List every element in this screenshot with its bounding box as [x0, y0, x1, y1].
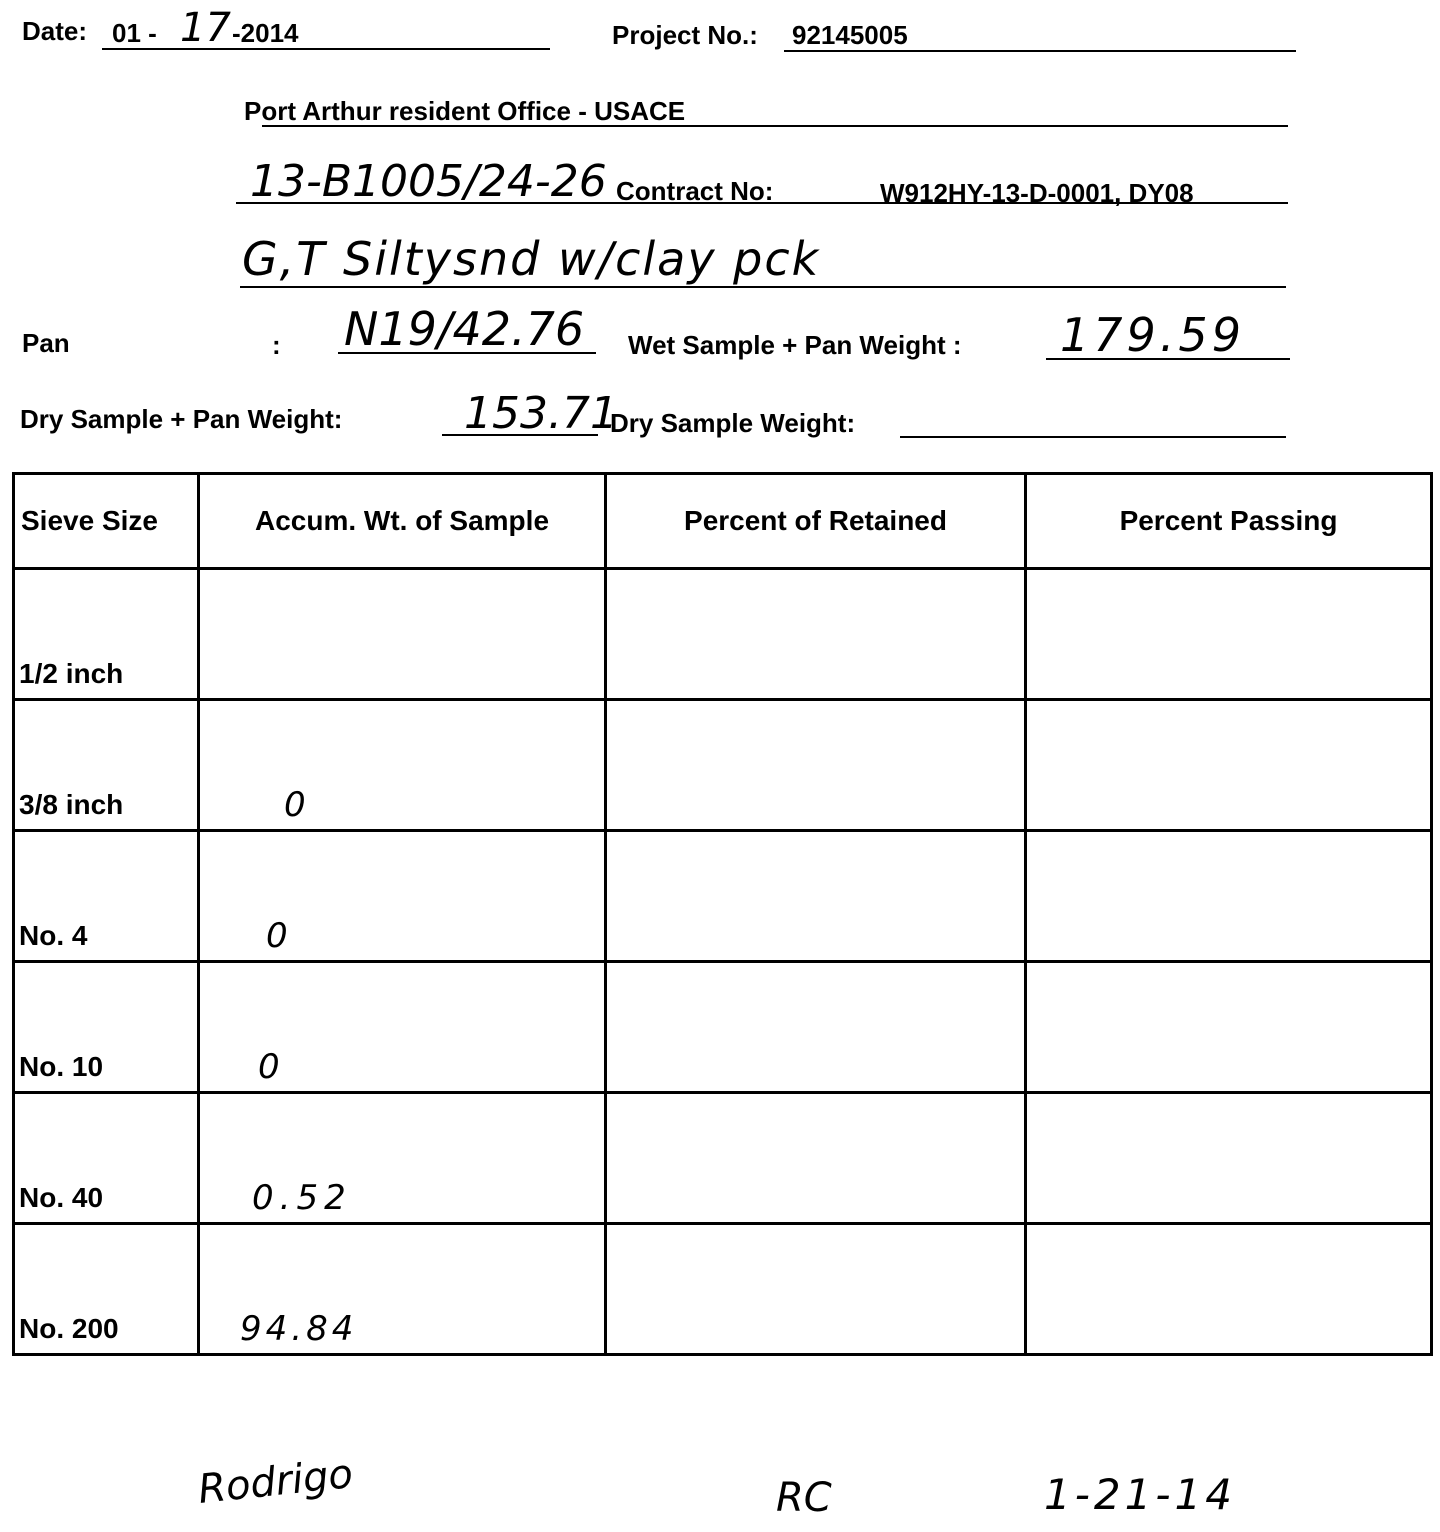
office-underline: [262, 125, 1288, 127]
accum-weight: 0: [266, 916, 288, 956]
accum-weight: 0.52: [252, 1178, 352, 1218]
percent-passing-cell: [1026, 962, 1432, 1093]
table-header-row: [14, 474, 1432, 569]
percent-passing-cell: [1026, 1224, 1432, 1355]
percent-retained-cell: [606, 569, 1026, 700]
technician-signature: Rodrigo: [196, 1451, 356, 1513]
header-percent-passing: Percent Passing: [1026, 474, 1432, 569]
accum-weight: 94.84: [240, 1309, 358, 1349]
table-row: [14, 831, 1432, 962]
date-day: 17: [180, 5, 231, 51]
accum-weight: 0: [258, 1047, 280, 1087]
sieve-size: No. 40: [19, 1182, 104, 1213]
sieve-size: 3/8 inch: [19, 789, 124, 820]
sieve-table: [12, 472, 1433, 1356]
date-label: Date:: [22, 16, 88, 46]
sieve-size-cell: [14, 1093, 199, 1224]
office-name: Port Arthur resident Office - USACE: [244, 96, 686, 126]
table-row: [14, 1224, 1432, 1355]
dry-pan-weight-underline: [442, 434, 598, 436]
accum-weight-cell: [199, 1224, 606, 1355]
sieve-size: No. 200: [19, 1313, 119, 1344]
percent-passing-cell: [1026, 700, 1432, 831]
contract-number: W912HY-13-D-0001, DY08: [880, 178, 1194, 208]
accum-weight-cell: [199, 1093, 606, 1224]
date-suffix: -2014: [232, 18, 299, 48]
header-sieve-size: Sieve Size: [14, 474, 199, 569]
project-underline: [784, 50, 1296, 52]
contract-label: Contract No:: [616, 176, 774, 206]
wet-weight-value: 179.59: [1060, 308, 1245, 362]
dry-pan-weight-label: Dry Sample + Pan Weight:: [20, 404, 343, 434]
percent-retained-cell: [606, 700, 1026, 831]
pan-value: N19/42.76: [344, 302, 585, 356]
sieve-size: No. 4: [19, 920, 88, 951]
soil-description: G,T Siltysnd w/clay pck: [242, 232, 821, 286]
accum-weight-cell: [199, 831, 606, 962]
percent-retained-cell: [606, 1224, 1026, 1355]
sieve-size-cell: [14, 831, 199, 962]
pan-label: Pan: [22, 328, 70, 358]
review-date: 1-21-14: [1044, 1470, 1236, 1519]
wet-weight-label: Wet Sample + Pan Weight :: [628, 330, 962, 360]
table-row: [14, 700, 1432, 831]
table-row: [14, 962, 1432, 1093]
sieve-size-cell: [14, 569, 199, 700]
accum-weight-cell: [199, 962, 606, 1093]
percent-retained-cell: [606, 831, 1026, 962]
dry-weight-label: Dry Sample Weight:: [610, 408, 856, 438]
contract-underline: [236, 202, 1288, 204]
sieve-size: No. 10: [19, 1051, 104, 1082]
pan-colon: :: [272, 330, 281, 360]
accum-weight-cell: [199, 700, 606, 831]
sieve-size-cell: [14, 700, 199, 831]
project-number: 92145005: [792, 20, 908, 50]
percent-passing-cell: [1026, 831, 1432, 962]
date-prefix: 01 -: [112, 18, 157, 48]
description-underline: [240, 286, 1286, 288]
wet-weight-underline: [1046, 358, 1290, 360]
percent-passing-cell: [1026, 569, 1432, 700]
date-underline: [102, 48, 550, 50]
sieve-size-cell: [14, 962, 199, 1093]
pan-underline: [338, 352, 596, 354]
table-row: [14, 569, 1432, 700]
dry-pan-weight-value: 153.71: [464, 388, 618, 439]
table-row: [14, 1093, 1432, 1224]
reviewer-initials: RC: [776, 1475, 832, 1521]
dry-weight-underline: [900, 436, 1286, 438]
header-accum-weight: Accum. Wt. of Sample: [199, 474, 606, 569]
accum-weight-cell: [199, 569, 606, 700]
percent-retained-cell: [606, 962, 1026, 1093]
header-percent-retained: Percent of Retained: [606, 474, 1026, 569]
project-label: Project No.:: [612, 20, 758, 50]
accum-weight: [200, 694, 604, 698]
sample-id: 13-B1005/24-26: [250, 156, 607, 207]
accum-weight: 0: [284, 785, 306, 825]
sieve-size-cell: [14, 1224, 199, 1355]
percent-retained-cell: [606, 1093, 1026, 1224]
percent-passing-cell: [1026, 1093, 1432, 1224]
sieve-size: 1/2 inch: [19, 658, 124, 689]
